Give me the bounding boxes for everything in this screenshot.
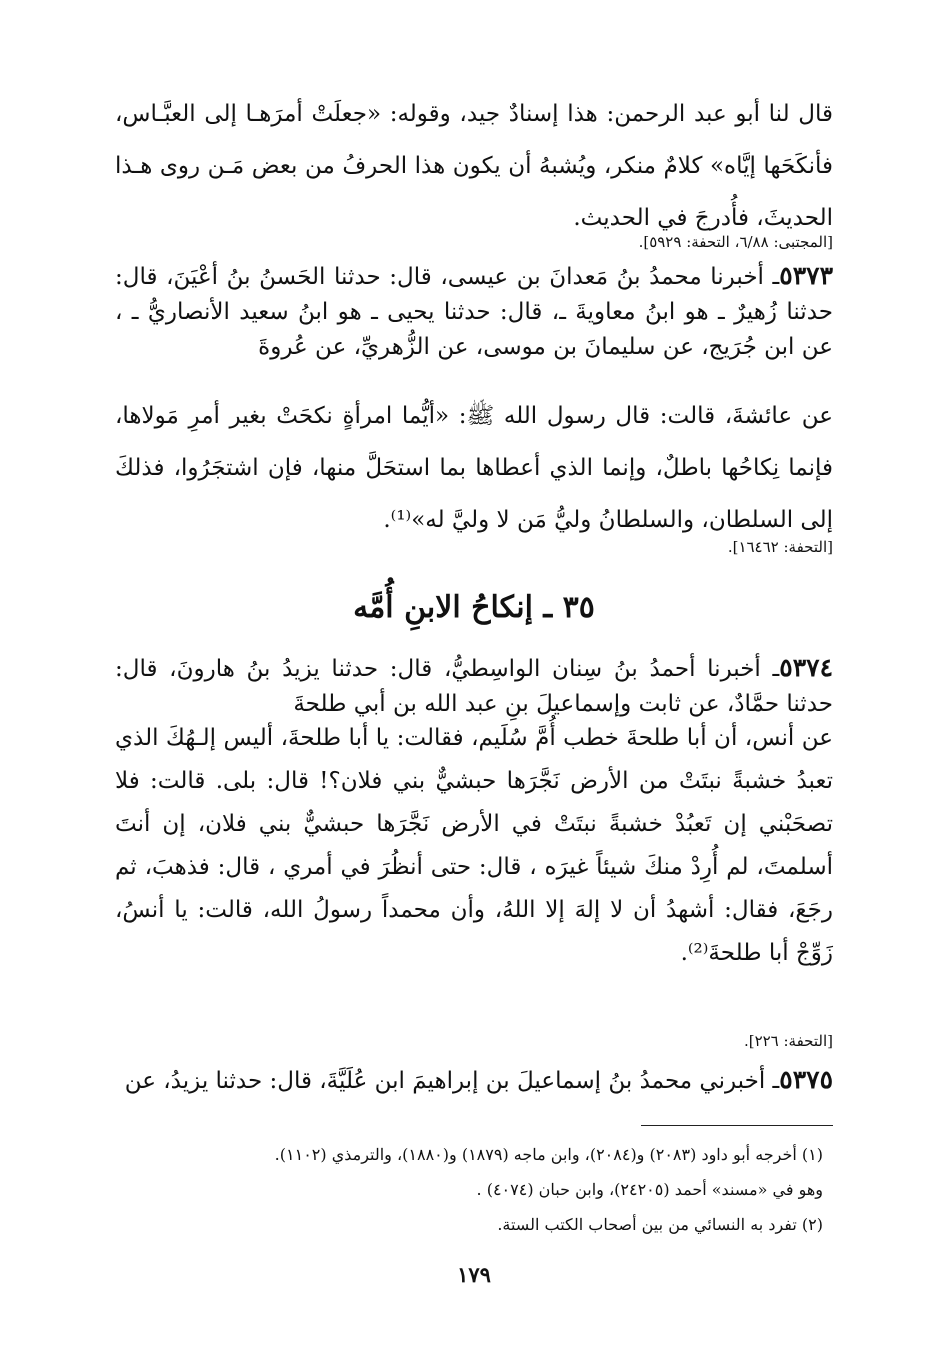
hadith-isnad-text: ـ أخبرني محمدُ بنُ إسماعيلَ بن إبراهيمَ ابن عُلَيَّةَ، قال: حدثنا يزيدُ، عن — [124, 1068, 780, 1094]
hadith-number: ٥٣٧٤ — [779, 653, 833, 682]
footnote-1-line-1: (١) أخرجه أبو داود (٢٠٨٣) و(٢٠٨٤)، وابن ماجه (١٨٧٩) و(١٨٨٠)، والترمذي (١١٠٢). — [274, 1145, 823, 1164]
hadith-number: ٥٣٧٣ — [779, 261, 833, 290]
footnote-divider — [641, 1125, 833, 1126]
page-number: ١٧٩ — [457, 1262, 491, 1287]
hadith-isnad-text: ـ أخبرنا أحمدُ بنُ سِنان الواسِطيُّ، قال: حدثنا يزيدُ بنُ هارونَ، قال: حدثنا حمَّادٌ، عن ثابت وإسماعيلَ بنِ عبد الله بن أبي طلحةَ — [115, 656, 833, 717]
hadith-5373-matn: عن عائشةَ، قالت: قال رسول الله ﷺ: «أيُّما امرأةٍ نكحَتْ بغير أمرِ مَولاها، فإنما نِكاحُها باطلٌ، وإنما الذي أعطاها بما استحَلَّ منها، فإن اشتجَرُوا، فذلكَ إلى السلطان، والسلطانُ وليُّ مَن لا وليَّ له»⁽¹⁾. — [115, 403, 833, 533]
hadith-number: ٥٣٧٥ — [779, 1065, 833, 1094]
reference-5374: [التحفة: ٢٢٦]. — [743, 1032, 833, 1050]
hadith-5375-isnad — [115, 1062, 833, 1099]
paragraph-commentary: قال لنا أبو عبد الرحمن: هذا إسنادٌ جيد، وقوله: «جعلَتْ أمرَهـا إلى العبَّـاس، فأنكَحَها إيَّاه» كلامٌ منكر، ويُشبهُ أن يكون هذا الحرفُ من بعض مَـن روى هـذا الحديثَ، فأُدرجَ في الحديث. — [115, 101, 833, 231]
reference-5372: [المجتبى: ٦/٨٨، التحفة: ٥٩٢٩]. — [638, 233, 833, 251]
hadith-5374-matn: عن أنس، أن أبا طلحةَ خطب أُمَّ سُلَيم، فقالت: يا أبا طلحةَ، أليس إلـهُكَ الذي تعبدُ خشبةً نبتَتْ من الأرض نَجَّرَها حبشيٌّ بني فلان؟! قال: بلى. قالت: فلا تصحَبْني إن تَعبُدْ خشبةً نبتَتْ في الأرض نَجَّرَها حبشيٌّ بني فلان، إن أنتَ أسلمتَ، لم أُرِدْ منكَ شيئاً غيرَه ، قال: حتى أنظُرَ في أمري ، قال: فذهبَ، ثم رجَعَ، فقال: أشهدُ أن لا إلهَ إلا اللهُ، وأن محمداً رسولُ الله، قالت: يا أنسُ، زَوِّجْ أبا طلحةَ⁽²⁾. — [115, 725, 833, 966]
footnote-2: (٢) تفرد به النسائي من بين أصحاب الكتب الستة. — [497, 1215, 823, 1234]
chapter-heading: ٣٥ ـ إنكاحُ الابنِ أُمَّه — [353, 590, 595, 625]
hadith-isnad-text: ـ أخبرنا محمدُ بنُ مَعدانَ بن عيسى، قال: حدثنا الحَسنُ بنُ أعْيَنَ، قال: حدثنا زُهيرٌ ـ هو ابنُ معاويةَ ـ، قال: حدثنا يحيى ـ هو ابنُ سعيد الأنصاريُّ ـ ، عن ابن جُرَيج، عن سليمانَ بن موسى، عن الزُّهريِّ، عن عُروةَ — [115, 264, 833, 360]
hadith-5374-isnad — [115, 650, 833, 722]
reference-5373: [التحفة: ١٦٤٦٢]. — [727, 538, 833, 556]
hadith-5373-isnad — [115, 258, 833, 365]
footnote-1-line-2: وهو في «مسند» أحمد (٢٤٢٠٥)، وابن حبان (٤٠٧٤) . — [476, 1180, 823, 1199]
